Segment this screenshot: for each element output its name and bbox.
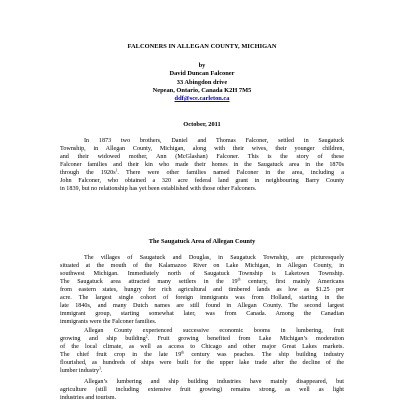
document-title: FALCONERS IN ALLEGAN COUNTY, MICHIGAN — [127, 43, 277, 50]
s1-line-3: southwest Michigan. Immediately north of Saugatuck Township is Laketown Township. — [60, 271, 344, 278]
s3-line-3: industries and tourism. — [60, 395, 117, 402]
s2-line-1: Allegan County experienced successive economic booms in lumbering, fruit — [84, 328, 344, 334]
s1-line-4 — [60, 278, 344, 286]
intro-line-4: Falconer families and their kin who made their homes in the Saugatuck area in the 1870s — [60, 162, 344, 169]
s3-line-1: Allegan’s lumbering and ship building industries have mainly disappeared, but — [84, 379, 344, 385]
s1-line-1: The villages of Saugatuck and Douglas, in Saugatuck Township, are picturesquely — [84, 255, 344, 261]
s2-line-4-b: century was peaches. The ship building industry — [184, 352, 344, 359]
byline — [60, 62, 344, 103]
intro-line-5 — [60, 169, 344, 177]
s2-line-6-a: lumber industry — [60, 368, 100, 375]
s2-line-5: flourished, as hundreds of ships were built for the upper lake trade after the decline of the — [60, 360, 344, 367]
author-city: Nepean, Ontario, Canada K2H 7M5 — [152, 86, 252, 94]
s1-line-5: from eastern states, hungry for rich agricultural and timbered lands as low as $1.25 per — [60, 287, 344, 294]
document-date: October, 2011 — [183, 121, 221, 128]
intro-paragraph — [60, 137, 344, 193]
s1-line-7: late 1840s, and many Dutch names are still found in Allegan County. The second largest — [60, 303, 344, 310]
s2-line-4 — [60, 351, 344, 359]
s2-line-3: of the local climate, as well as access to Chicago and other major Great Lakes markets. — [60, 344, 344, 351]
s1-line-8: immigrant group, starting somewhat later, was from Canada. Among the Canadian — [60, 311, 344, 318]
footnote-ref-1[interactable]: 1 — [115, 168, 118, 173]
s2-line-2-a: growing and ship building — [60, 336, 146, 343]
section-paragraph-2 — [60, 327, 344, 375]
s2-line-4-a: The chief fruit crop in the late 19 — [60, 352, 182, 359]
document-page — [60, 0, 344, 400]
section-paragraph-3 — [60, 378, 344, 402]
s1-line-4-a: The Saugatuck area attracted many settlers in the 19 — [60, 279, 238, 286]
author-address: 33 Abingdon drive — [176, 78, 228, 86]
th-superscript: th — [237, 277, 241, 282]
byline-by: by — [198, 62, 206, 69]
th-superscript-2: th — [181, 350, 185, 355]
intro-line-3: and their widowed mother, Ann (McGlashan) Falconer. This is the story of these — [60, 154, 344, 161]
s2-line-6-b: . — [100, 368, 103, 375]
s1-line-6: acre. The largest single cohort of foreign immigrants was from Holland, starting in the — [60, 295, 344, 302]
section-paragraph-1 — [60, 254, 344, 326]
author-email-link[interactable]: ddf@sce.carleton.ca — [174, 95, 230, 103]
s1-line-9: immigrants were the Falconer families. — [60, 319, 157, 326]
intro-line-5-b: . There were other families named Falconer in the area, including a — [117, 170, 344, 177]
section-heading: The Saugatuck Area of Allegan County — [148, 238, 256, 245]
s2-line-6 — [60, 367, 344, 375]
s2-line-2-b: . Fruit growing benefited from Lake Michigan’s moderation — [147, 336, 344, 343]
intro-line-6: John Falconer, who obtained a 320 acre federal land grant in neighbouring Barry County — [60, 178, 344, 185]
intro-line-5-a: through the 1920s — [60, 170, 116, 177]
intro-line-7: in 1839, but no relationship has yet been established with those other Falconers. — [60, 186, 257, 193]
footnote-ref-2[interactable]: 2 — [145, 334, 148, 339]
intro-line-2: Township, in Allegan County, Michigan, along with their wives, their younger children, — [60, 146, 344, 153]
s1-line-4-b: century, first mainly Americans — [240, 279, 344, 286]
footnote-ref-3[interactable]: 3 — [99, 366, 101, 371]
s3-line-2: agriculture (still including extensive fruit growing) remains strong, as well as light — [60, 387, 344, 394]
author-name: David Duncan Falconer — [169, 70, 235, 78]
s2-line-2 — [60, 335, 344, 343]
s1-line-2: situated at the mouth of the Kalamazoo River on Lake Michigan, in Allegan County, in — [60, 263, 344, 270]
intro-line-1: In 1873 two brothers, Daniel and Thomas Falconer, settled in Saugatuck — [84, 138, 344, 144]
